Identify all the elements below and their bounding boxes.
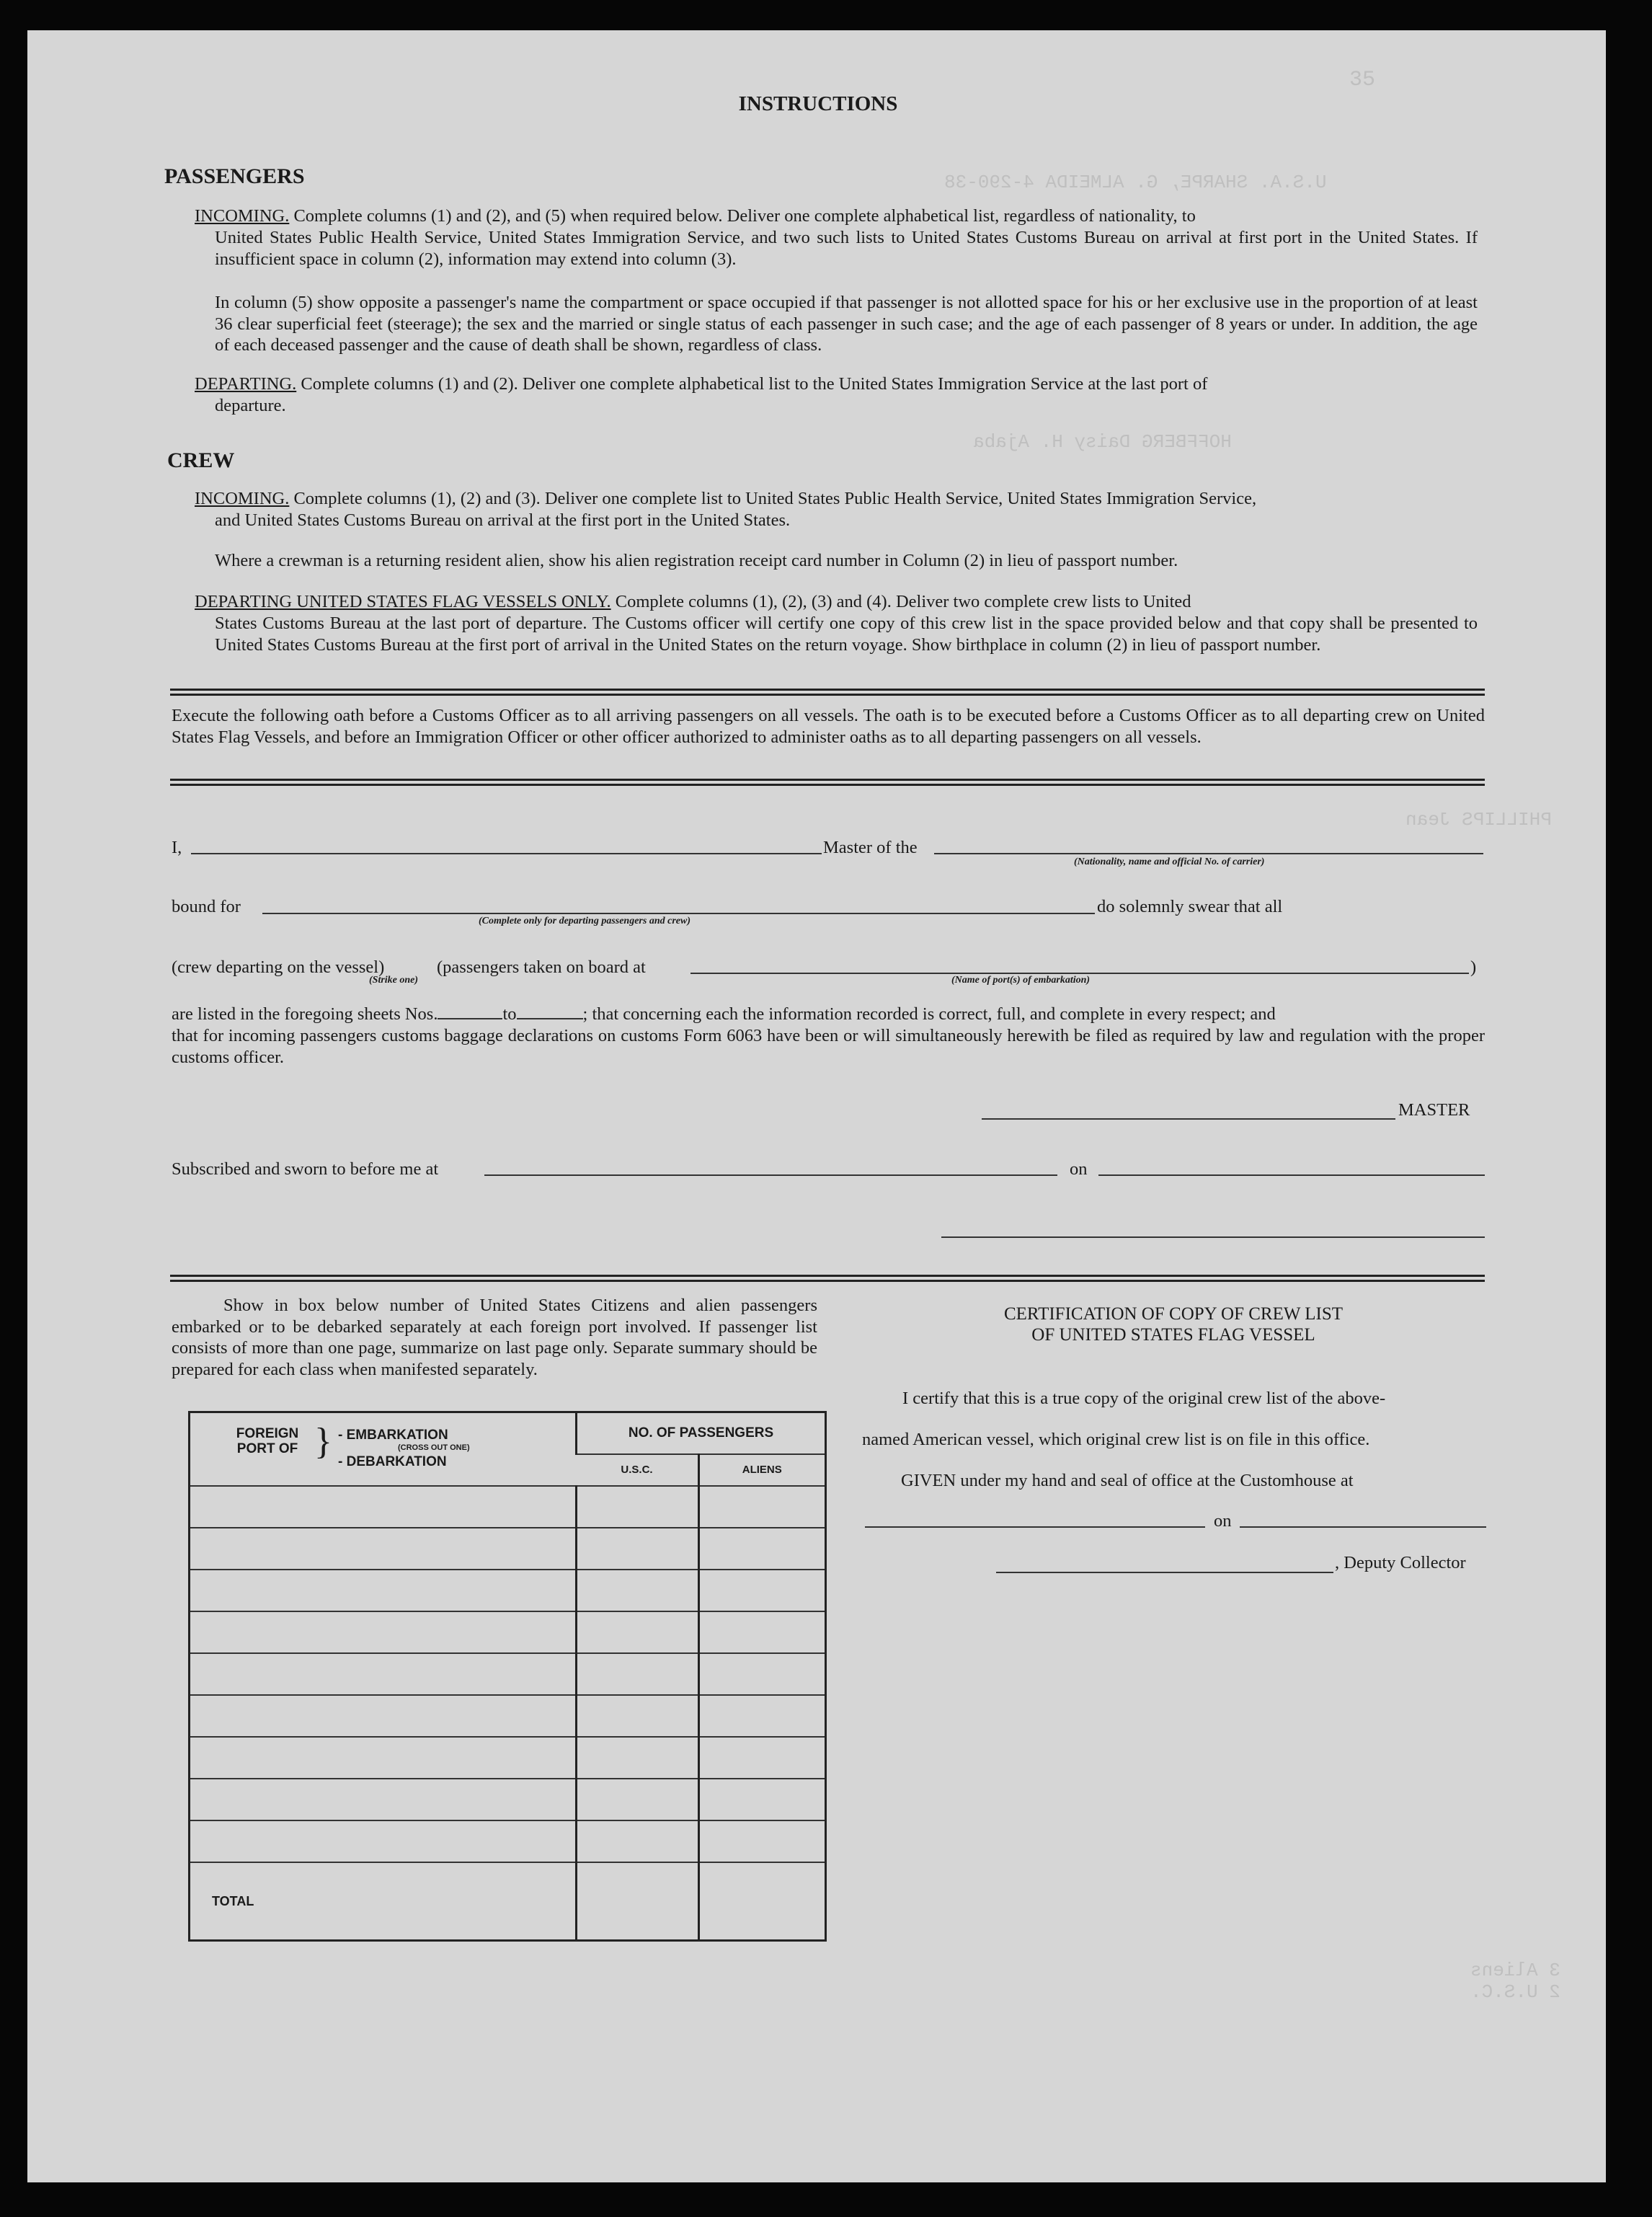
divider	[170, 694, 1485, 696]
aliens-cell[interactable]	[698, 1570, 826, 1611]
passengers-taken-option[interactable]: (passengers taken on board at	[437, 957, 646, 977]
passengers-incoming: INCOMING. Complete columns (1) and (2), and (5) when required below. Deliver one complete alphabetical list, regardless of nationality, to	[195, 206, 1196, 226]
usc-cell[interactable]	[577, 1528, 699, 1570]
crew-incoming-label: INCOMING.	[195, 489, 290, 508]
i-label: I,	[172, 838, 182, 857]
bound-for-field[interactable]	[262, 913, 1095, 914]
sheets-statement: are listed in the foregoing sheets Nos. to ; that concerning each the information recorded is correct, full, and complete in every respect; and	[172, 1004, 1276, 1024]
total-aliens-cell[interactable]	[698, 1862, 826, 1941]
deputy-collector-signature-field[interactable]	[996, 1572, 1333, 1573]
usc-cell[interactable]	[577, 1653, 699, 1695]
cert-date-field[interactable]	[1240, 1526, 1486, 1528]
given-under-text: GIVEN under my hand and seal of office at the Customhouse at	[901, 1471, 1354, 1490]
foreign-port-header	[190, 1412, 577, 1487]
divider	[170, 1275, 1485, 1277]
customhouse-field[interactable]	[865, 1526, 1205, 1528]
port-cell[interactable]	[190, 1695, 577, 1737]
usc-cell[interactable]	[577, 1486, 699, 1528]
total-label: TOTAL	[212, 1893, 254, 1908]
passengers-departing-cont: departure.	[215, 396, 286, 415]
passenger-summary-table	[188, 1411, 827, 1942]
deputy-collector-label: , Deputy Collector	[1335, 1553, 1466, 1572]
bleed-through-line: 2 U.S.C.	[1470, 1981, 1560, 2003]
cert-on-label: on	[1214, 1511, 1232, 1531]
passengers-incoming-cont: United States Public Health Service, United States Immigration Service, and two such lists to United States Customs Bureau on arrival at first port in the United States. If insufficient space in column (2), information may extend into column (3).	[215, 228, 1478, 269]
total-usc-cell[interactable]	[577, 1862, 699, 1941]
departing-label: DEPARTING.	[195, 374, 297, 394]
aliens-cell[interactable]	[698, 1528, 826, 1570]
sheets-statement-cont: that for incoming passengers customs baggage declarations on customs Form 6063 have been or will simultaneously herewith be filed as required by law and regulation with the proper customs officer.	[172, 1026, 1485, 1067]
port-cell[interactable]	[190, 1653, 577, 1695]
page-number-mark: 35	[1349, 68, 1376, 92]
carrier-field[interactable]	[934, 853, 1483, 854]
ports-hint: (Name of port(s) of embarkation)	[951, 975, 1091, 986]
port-cell[interactable]	[190, 1779, 577, 1820]
strike-one-hint: (Strike one)	[369, 975, 419, 986]
crew-heading: CREW	[167, 448, 235, 472]
master-name-field[interactable]	[191, 853, 822, 854]
usc-header: U.S.C.	[577, 1454, 699, 1486]
page-title: INSTRUCTIONS	[738, 92, 898, 115]
on-label: on	[1070, 1159, 1088, 1179]
no-of-passengers-header: NO. OF PASSENGERS	[577, 1412, 826, 1454]
port-cell[interactable]	[190, 1737, 577, 1779]
divider	[170, 784, 1485, 786]
brace-icon: }	[314, 1421, 332, 1462]
crew-departing-cont: States Customs Bureau at the last port of departure. The Customs officer will certify one copy of this crew list in the space provided below and that copy shall be presented to United States Customs Bureau at the first port of arrival in the United States on the return voyage. Show birthplace in column (2) in lieu of passport number.	[215, 614, 1478, 655]
bound-for-label: bound for	[172, 897, 241, 916]
usc-cell[interactable]	[577, 1695, 699, 1737]
port-cell[interactable]	[190, 1528, 577, 1570]
alien-crewman-note: Where a crewman is a returning resident alien, show his alien registration receipt card number in Column (2) in lieu of passport number.	[215, 551, 1178, 570]
usc-cell[interactable]	[577, 1779, 699, 1820]
passengers-departing: DEPARTING. Complete columns (1) and (2). Deliver one complete alphabetical list to the United States Immigration Service at the last port of	[195, 374, 1208, 394]
foreign-port-of-label: FOREIGN PORT OF	[236, 1426, 299, 1456]
port-cell[interactable]	[190, 1611, 577, 1653]
passengers-heading: PASSENGERS	[164, 164, 305, 188]
crew-incoming-cont: and United States Customs Bureau on arrival at the first port in the United States.	[215, 510, 791, 530]
officer-signature-field[interactable]	[941, 1236, 1485, 1238]
aliens-cell[interactable]	[698, 1779, 826, 1820]
port-cell[interactable]	[190, 1820, 577, 1862]
aliens-cell[interactable]	[698, 1737, 826, 1779]
master-signature-field[interactable]	[982, 1118, 1395, 1120]
master-label: MASTER	[1398, 1100, 1470, 1120]
divider	[170, 689, 1485, 691]
sheet-to-field[interactable]	[517, 1018, 583, 1019]
summary-instructions: Show in box below number of United States Citizens and alien passengers embarked or to be debarked separately at each foreign port involved. If passenger list consists of more than one page, summarize on last page only. Separate summary should be prepared for each class when manifested separately.	[172, 1296, 817, 1379]
usc-cell[interactable]	[577, 1570, 699, 1611]
certification-text-2: named American vessel, which original crew list is on file in this office.	[862, 1430, 1370, 1449]
close-paren: )	[1470, 957, 1477, 977]
sworn-date-field[interactable]	[1098, 1174, 1485, 1176]
sworn-place-field[interactable]	[484, 1174, 1057, 1176]
aliens-cell[interactable]	[698, 1486, 826, 1528]
complete-only-hint: (Complete only for departing passengers and crew)	[479, 916, 690, 926]
embarkation-label[interactable]: - EMBARKATION	[338, 1428, 448, 1443]
aliens-cell[interactable]	[698, 1820, 826, 1862]
aliens-cell[interactable]	[698, 1695, 826, 1737]
debarkation-label[interactable]: - DEBARKATION	[338, 1454, 447, 1469]
cross-out-one-hint: (CROSS OUT ONE)	[398, 1443, 470, 1452]
usc-cell[interactable]	[577, 1737, 699, 1779]
aliens-header: ALIENS	[698, 1454, 826, 1486]
crew-departing: DEPARTING UNITED STATES FLAG VESSELS ONLY. Complete columns (1), (2), (3) and (4). Deliver two complete crew lists to United	[195, 592, 1191, 611]
bleed-through-line: U.S.A. SHARPE, G. ALMEIDA 4-290-38	[944, 172, 1327, 193]
nationality-hint: (Nationality, name and official No. of carrier)	[1074, 857, 1265, 867]
usc-cell[interactable]	[577, 1820, 699, 1862]
incoming-label: INCOMING.	[195, 206, 290, 226]
embarkation-ports-field[interactable]	[690, 973, 1469, 974]
usc-cell[interactable]	[577, 1611, 699, 1653]
divider	[170, 1280, 1485, 1282]
port-cell[interactable]	[190, 1570, 577, 1611]
master-of-the-label: Master of the	[823, 838, 918, 857]
crew-departing-option[interactable]: (crew departing on the vessel)	[172, 957, 385, 977]
solemnly-swear-text: do solemnly swear that all	[1097, 897, 1283, 916]
crew-incoming: INCOMING. Complete columns (1), (2) and (3). Deliver one complete list to United States Public Health Service, United States Immigration Service,	[195, 489, 1257, 508]
certification-text-1: I certify that this is a true copy of the original crew list of the above-	[902, 1389, 1386, 1408]
column-5-instructions: In column (5) show opposite a passenger's name the compartment or space occupied if that passenger is not allotted space for his or her exclusive use in the proportion of at least 36 clear superficial feet (steerage); the sex and the married or single status of each passenger in such case; and the age of each passenger of 8 years or under. In addition, the age of each deceased passenger and the cause of death shall be shown, regardless of class.	[215, 293, 1478, 355]
bleed-through-line: PHILLIPS Jean	[1405, 809, 1552, 831]
port-cell[interactable]	[190, 1486, 577, 1528]
divider	[170, 779, 1485, 781]
certification-title: CERTIFICATION OF COPY OF CREW LIST OF UNITED STATES FLAG VESSEL	[1003, 1304, 1344, 1345]
crew-departing-label: DEPARTING UNITED STATES FLAG VESSELS ONLY.	[195, 592, 611, 611]
aliens-cell[interactable]	[698, 1653, 826, 1695]
sheet-from-field[interactable]	[438, 1018, 502, 1019]
oath-intro: Execute the following oath before a Customs Officer as to all arriving passengers on all vessels. The oath is to be executed before a Customs Officer as to all departing crew on United States Flag Vessels, and before an Immigration Officer or other officer authorized to administer oaths as to all departing passengers on all vessels.	[172, 706, 1485, 747]
aliens-cell[interactable]	[698, 1611, 826, 1653]
bleed-through-line: 3 Aliens	[1470, 1960, 1560, 1981]
bleed-through-line: HOFFBERG Daisy H. Ajaba	[973, 431, 1232, 453]
subscribed-label: Subscribed and sworn to before me at	[172, 1159, 439, 1179]
